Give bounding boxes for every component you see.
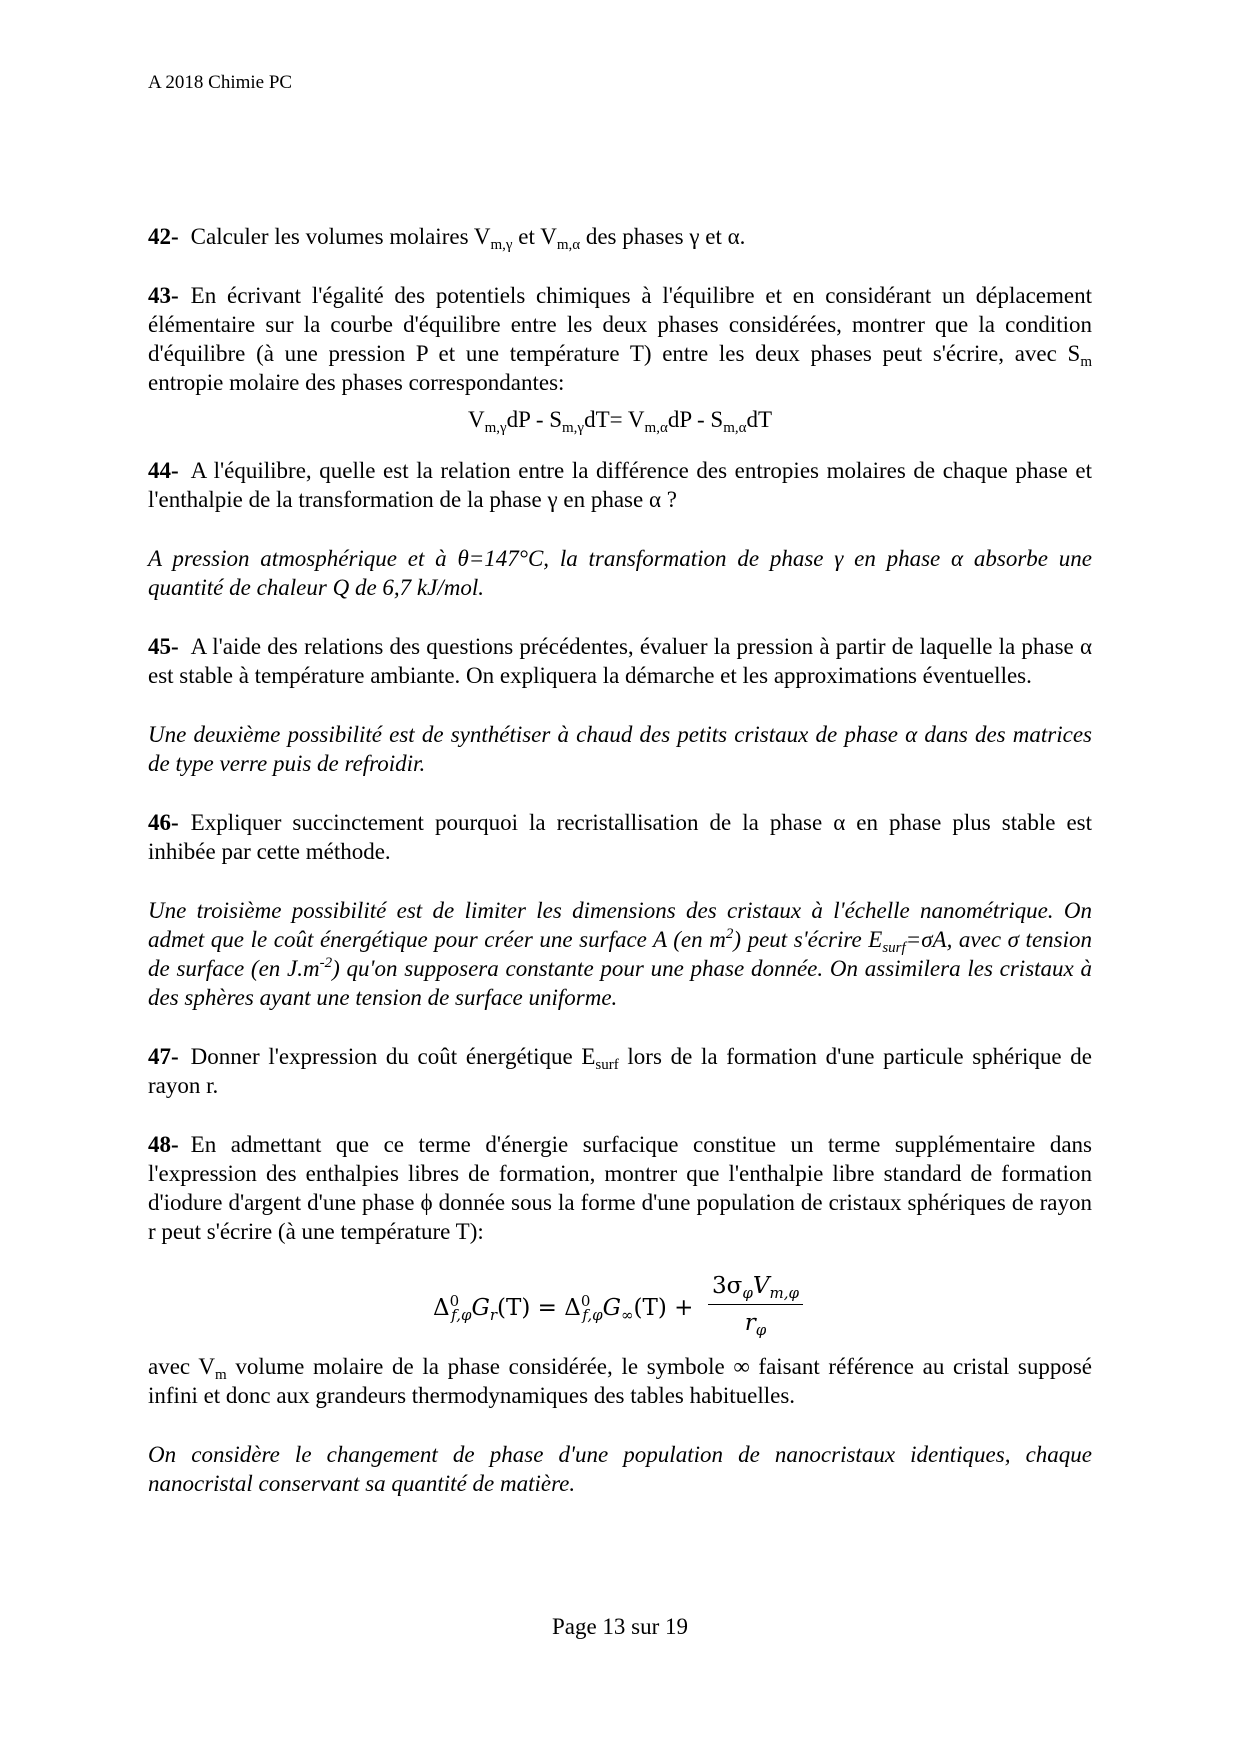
question-number: 45- [148, 634, 179, 659]
eq-symbol: V [752, 1273, 770, 1299]
question-text: entropie molaire des phases correspondantes: [148, 370, 565, 395]
page-content [148, 222, 1092, 1528]
question-number: 44- [148, 458, 179, 483]
equilibrium-equation [148, 405, 1092, 434]
question-text: des phases γ et α. [580, 224, 746, 249]
superscript: 2 [725, 926, 734, 942]
question-number: 42- [148, 224, 179, 249]
eq-term: dP - S [667, 407, 724, 432]
eq-term: (T) = [497, 1295, 565, 1321]
body-text: volume molaire de la phase considérée, le symbole ∞ faisant référence au cristal supposé infini et donc aux grandeurs thermodynamiques des tables habituelles. [148, 1354, 1092, 1408]
eq-symbol: Δ [564, 1295, 581, 1321]
subscript: surf [595, 1057, 619, 1073]
question-45 [148, 632, 1092, 690]
question-number: 43- [148, 283, 179, 308]
question-text: Calculer les volumes molaires V [190, 224, 491, 249]
subscript: φ [755, 1321, 767, 1339]
context-paragraph-1: A pression atmosphérique et à θ=147°C, la transformation de phase γ en phase α absorbe une quantité de chaleur Q de 6,7 kJ/mol. [148, 546, 1092, 600]
question-48 [148, 1130, 1092, 1246]
eq-symbol: Δ [433, 1295, 450, 1321]
fraction [708, 1272, 803, 1338]
eq-symbol: G [471, 1295, 490, 1321]
subscript: m [1080, 354, 1092, 370]
subscript: m [215, 1367, 227, 1383]
gibbs-energy-equation [148, 1272, 1092, 1346]
subscript: m,γ [562, 420, 585, 436]
context-text: ) peut s'écrire E [733, 927, 883, 952]
eq-term: dP - S [506, 407, 563, 432]
subscript: r [489, 1306, 498, 1324]
eq-term: V [467, 407, 485, 432]
context-paragraph-2: Une deuxième possibilité est de synthétiser à chaud des petits cristaux de phase α dans des matrices de type verre puis de refroidir. [148, 722, 1092, 776]
superscript: 0 [449, 1292, 460, 1310]
body-text: avec V [148, 1354, 216, 1379]
context-text: =σA, avec σ tension de surface (en J.m [148, 927, 1092, 981]
subscript: surf [882, 940, 906, 956]
subscript: f,φ [582, 1306, 603, 1324]
question-44 [148, 456, 1092, 514]
fraction-numerator [708, 1272, 803, 1305]
superscript: 0 [580, 1292, 591, 1310]
question-number: 48- [148, 1132, 179, 1157]
question-text: A l'aide des relations des questions précédentes, évaluer la pression à partir de laquelle la phase α est stable à température ambiante. On expliquera la démarche et les approximations éventuelles. [148, 634, 1092, 688]
equation-lhs [433, 1294, 693, 1323]
subscript: m,γ [490, 237, 513, 253]
page-number: Page 13 sur 19 [551, 1614, 689, 1639]
question-text: A l'équilibre, quelle est la relation entre la différence des entropies molaires de chaque phase et l'enthalpie de la transformation de la phase γ en phase α ? [148, 458, 1092, 512]
subscript: φ [742, 1284, 753, 1302]
eq-term: dT [746, 407, 773, 432]
running-header: A 2018 Chimie PC [148, 72, 293, 93]
subscript: ∞ [621, 1306, 634, 1324]
question-text: Expliquer succinctement pourquoi la recristallisation de la phase α en phase plus stable est inhibée par cette méthode. [148, 810, 1092, 864]
question-text: et V [512, 224, 557, 249]
question-number: 46- [148, 810, 179, 835]
context-text: Une troisième possibilité est de limiter les dimensions des cristaux à l'échelle nanométrique. On admet que le coût énergétique pour créer une surface A (en m [148, 898, 1092, 952]
subscript: m,γ [484, 420, 507, 436]
context-text: ) qu'on supposera constante pour une phase donnée. On assimilera les cristaux à des sphères ayant une tension de surface uniforme. [148, 956, 1092, 1010]
eq-symbol: G [602, 1295, 622, 1321]
subscript: m,α [644, 420, 668, 436]
context-paragraph-3 [148, 896, 1092, 1012]
question-text: En écrivant l'égalité des potentiels chimiques à l'équilibre et en considérant un déplacement élémentaire sur la courbe d'équilibre entre les deux phases considérées, montrer que la condition d'équilibre (à une pression P et une température T) entre les deux phases peut s'écrire, avec S [148, 283, 1092, 366]
question-text: Donner l'expression du coût énergétique E [190, 1044, 596, 1069]
question-text: lors de la formation d'une particule sphérique de rayon r. [148, 1044, 1093, 1098]
eq-symbol: r [744, 1310, 756, 1336]
equation-explanation [148, 1352, 1092, 1410]
fraction-denominator [708, 1305, 803, 1338]
question-number: 47- [148, 1044, 179, 1069]
subscript: f,φ [451, 1306, 472, 1324]
superscript: -2 [319, 955, 333, 971]
question-43 [148, 281, 1092, 397]
question-42 [148, 222, 1092, 251]
eq-symbol: 3σ [712, 1273, 743, 1299]
question-47 [148, 1042, 1092, 1100]
subscript: m,α [723, 420, 747, 436]
eq-term: (T) + [633, 1295, 694, 1321]
subscript: m,φ [769, 1284, 799, 1302]
subscript: m,α [556, 237, 581, 253]
question-text: En admettant que ce terme d'énergie surfacique constitue un terme supplémentaire dans l'expression des enthalpies libres de formation, montrer que l'enthalpie libre standard de formation d'iodure d'argent d'une phase ϕ donnée sous la forme d'une population de cristaux sphériques de rayon r peut s'écrire (à une température T): [148, 1132, 1092, 1244]
context-paragraph-4: On considère le changement de phase d'une population de nanocristaux identiques, chaque nanocristal conservant sa quantité de matière. [148, 1442, 1092, 1496]
question-46 [148, 808, 1092, 866]
eq-term: dT= V [584, 407, 645, 432]
